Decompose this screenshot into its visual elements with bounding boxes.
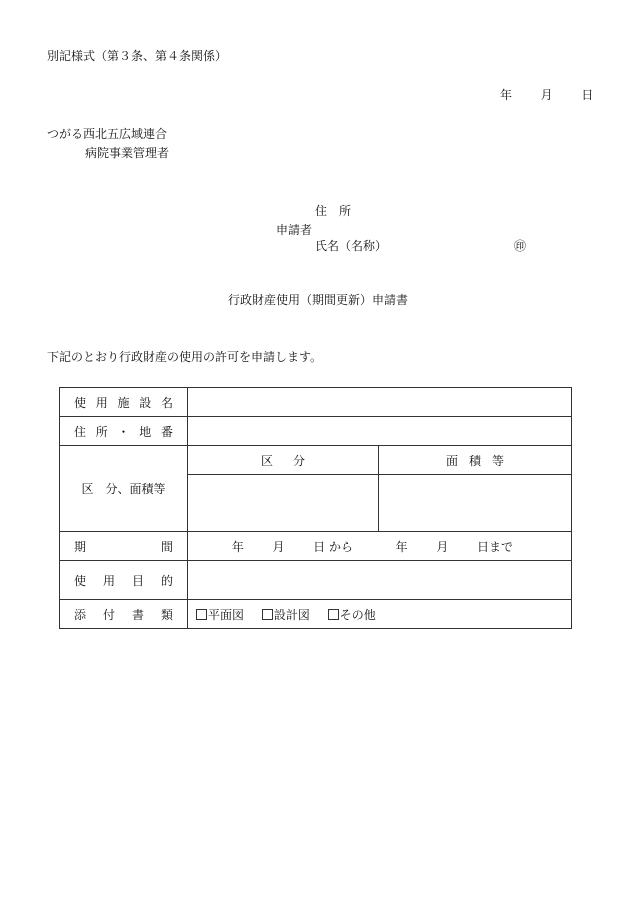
field-attachments: [188, 600, 572, 629]
label-attachments: 添 付 書 類: [60, 600, 188, 629]
checkbox-design-drawing[interactable]: [262, 609, 273, 620]
label-purpose: 使 用 目 的: [60, 561, 188, 600]
field-category[interactable]: [188, 475, 379, 532]
row-category-header: [60, 446, 572, 475]
recipient-title: 病院事業管理者: [85, 146, 170, 160]
row-attachments: [60, 600, 572, 629]
col-header-area: 面 積 等: [379, 446, 572, 475]
seal-mark: ㊞: [514, 239, 527, 253]
document-title: 行政財産使用（期間更新）申請書: [228, 293, 409, 307]
field-area[interactable]: [379, 475, 572, 532]
attachment-design-drawing[interactable]: 設計図: [262, 608, 310, 622]
label-address: 住 所 ・ 地 番: [60, 417, 188, 446]
field-address[interactable]: [188, 417, 572, 446]
application-table: [59, 387, 572, 629]
label-facility-name: 使 用 施 設 名: [60, 388, 188, 417]
row-facility-name: [60, 388, 572, 417]
field-period[interactable]: 年 月 日 から 年 月 日まで: [188, 532, 572, 561]
name-label: 氏名（名称）: [315, 239, 388, 253]
form-reference: 別記様式（第３条、第４条関係）: [47, 49, 228, 63]
checkbox-other[interactable]: [328, 609, 339, 620]
applicant-label: 申請者: [276, 223, 313, 237]
recipient-organization: つがる西北五広域連合: [47, 127, 168, 141]
label-category: 区 分、面積等: [60, 446, 188, 532]
row-address: [60, 417, 572, 446]
label-period: 期 間: [60, 532, 188, 561]
checkbox-floor-plan[interactable]: [196, 609, 207, 620]
field-purpose[interactable]: [188, 561, 572, 600]
row-purpose: [60, 561, 572, 600]
row-period: [60, 532, 572, 561]
attachment-other[interactable]: その他: [328, 608, 376, 622]
col-header-category: 区 分: [188, 446, 379, 475]
attachment-floor-plan[interactable]: 平面図: [196, 608, 244, 622]
date-day: 日: [581, 88, 594, 102]
field-facility-name[interactable]: [188, 388, 572, 417]
address-label: 住 所: [315, 204, 352, 218]
date-month: 月: [540, 88, 553, 102]
intro-text: 下記のとおり行政財産の使用の許可を申請します。: [47, 350, 323, 364]
date-line: [500, 88, 593, 102]
date-year: 年: [500, 88, 513, 102]
